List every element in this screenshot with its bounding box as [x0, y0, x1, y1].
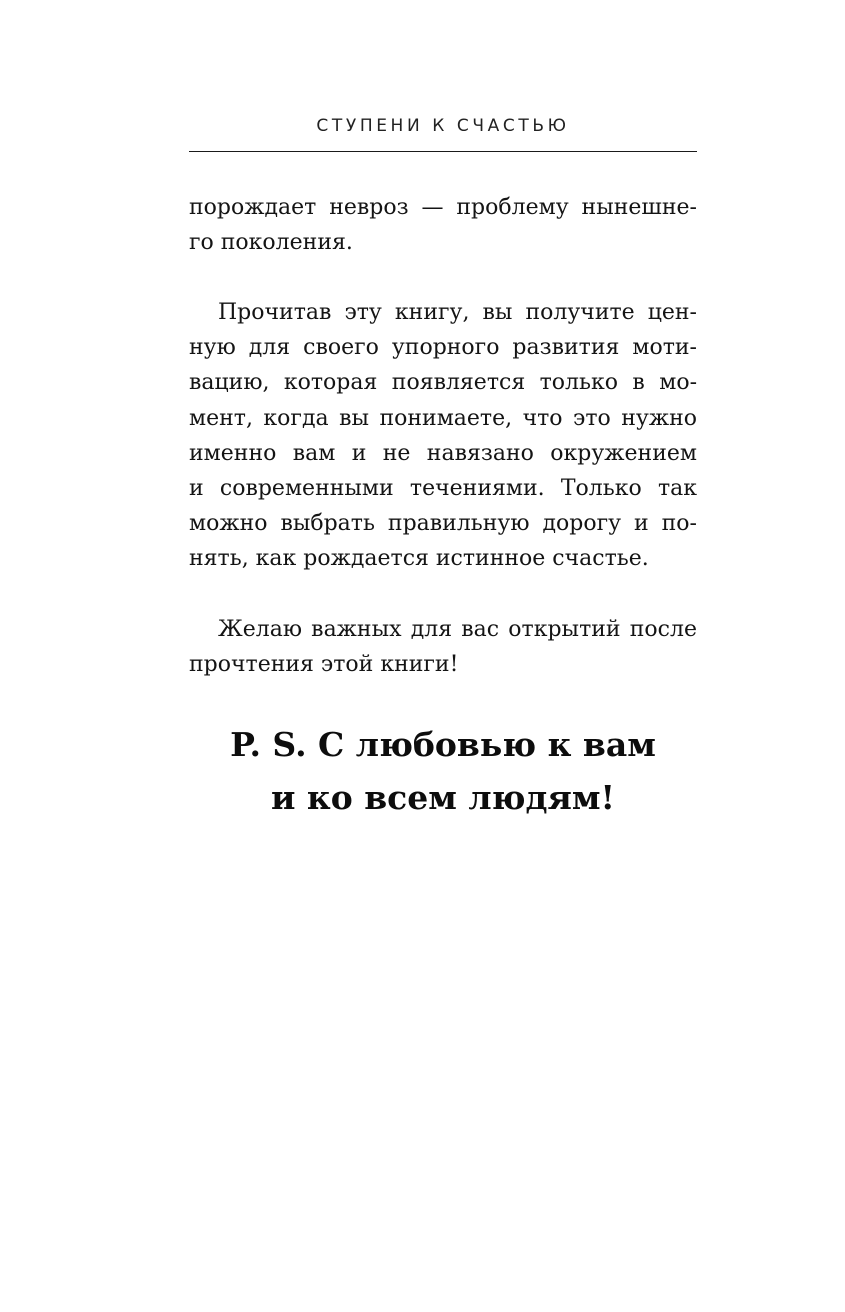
paragraph-line: можно выбрать правильную дорогу и по-: [189, 511, 697, 537]
paragraph-line: Прочитав эту книгу, вы получите цен-: [218, 300, 697, 325]
paragraph-line: Желаю важных для вас открытий после: [218, 617, 697, 642]
running-head: СТУПЕНИ К СЧАСТЬЮ: [316, 116, 570, 136]
paragraph-line: порождает невроз — проблему нынешне-: [189, 195, 697, 220]
paragraph-line: нять, как рождается истинное счастье.: [189, 546, 649, 572]
paragraph-3: [189, 612, 697, 682]
postscript-line: P. S. С любовью к вам: [230, 725, 656, 764]
postscript: [189, 718, 697, 824]
paragraph-line: го поколения.: [189, 230, 353, 256]
paragraph-line: ную для своего упорного развития моти-: [189, 335, 697, 361]
paragraph-line: и современными течениями. Только так: [189, 476, 697, 502]
paragraph-2: [189, 295, 697, 577]
paragraph-1: [189, 190, 697, 260]
paragraph-line: вацию, которая появляется только в мо-: [189, 370, 697, 396]
paragraph-line: именно вам и не навязано окружением: [189, 440, 697, 466]
paragraph-line: прочтения этой книги!: [189, 652, 459, 678]
paragraph-line: мент, когда вы понимаете, что это нужно: [189, 405, 697, 431]
header-rule: [189, 151, 697, 152]
postscript-line: и ко всем людям!: [270, 778, 616, 817]
